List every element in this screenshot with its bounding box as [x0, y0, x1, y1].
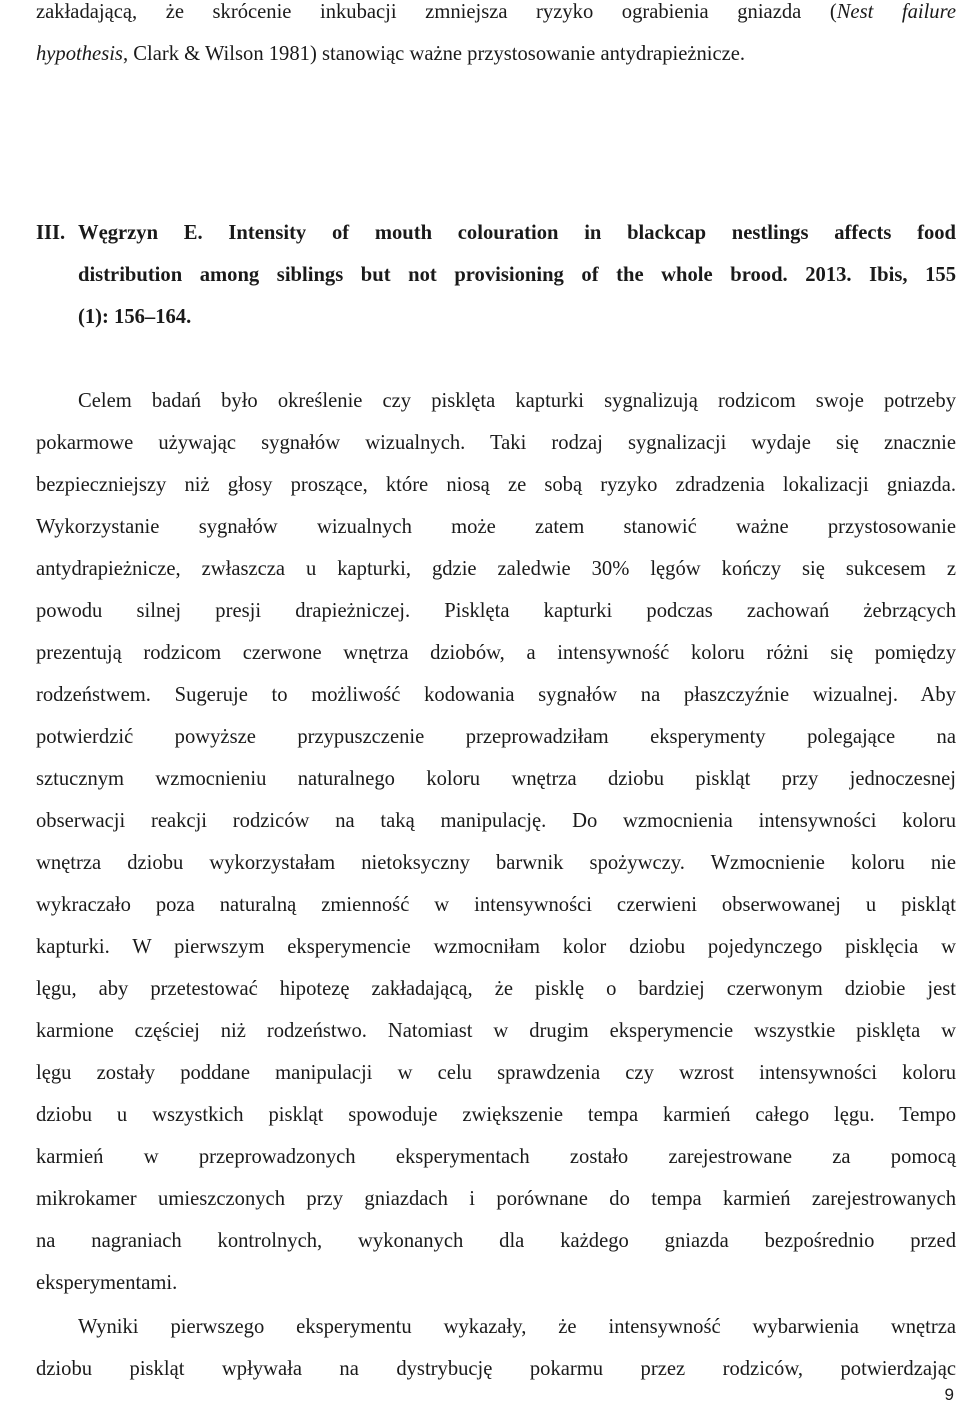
text-line: eksperymentami.	[36, 1272, 178, 1294]
text-line: obserwacji reakcji rodziców na taką manipulację. Do wzmocnienia intensywności koloru	[36, 810, 956, 832]
text-line: prezentują rodzicom czerwone wnętrza dziobów, a intensywność koloru różni się pomiędzy	[36, 642, 956, 664]
text-line: antydrapieżnicze, zwłaszcza u kapturki, gdzie zaledwie 30% lęgów kończy się sukcesem z	[36, 558, 956, 580]
text-line: Wykorzystanie sygnałów wizualnych może zatem stanowić ważne przystosowanie	[36, 516, 956, 538]
text-line: karmione częściej niż rodzeństwo. Natomiast w drugim eksperymencie wszystkie pisklęta w	[36, 1020, 956, 1042]
text-line: wnętrza dziobu wykorzystałam nietoksyczny barwnik spożywczy. Wzmocnienie koloru nie	[36, 852, 956, 874]
text-line: dziobu u wszystkich piskląt spowoduje zwiększenie tempa karmień całego lęgu. Tempo	[36, 1104, 956, 1126]
text-line: kapturki. W pierwszym eksperymencie wzmocniłam kolor dziobu pojedynczego pisklęcia w	[36, 936, 956, 958]
text-line: hypothesis, Clark & Wilson 1981) stanowiąc ważne przystosowanie antydrapieżnicze.	[36, 43, 746, 65]
text-line: lęgu zostały poddane manipulacji w celu sprawdzenia czy wzrost intensywności koloru	[36, 1062, 956, 1084]
text-line: mikrokamer umieszczonych przy gniazdach i porównane do tempa karmień zarejestrowanych	[36, 1188, 956, 1210]
results-paragraph	[36, 1306, 956, 1390]
text-line: powodu silnej presji drapieżniczej. Pisklęta kapturki podczas zachowań żebrzących	[36, 600, 956, 622]
latin-term: Nest failure	[836, 1, 956, 23]
text-line: rodzeństwem. Sugeruje to możliwość kodowania sygnałów na płaszczyźnie wizualnej. Aby	[36, 684, 956, 706]
citation-line: Węgrzyn E. Intensity of mouth colouration in blackcap nestlings affects food	[78, 222, 956, 244]
continued-paragraph	[36, 0, 956, 75]
citation-line: (1): 156–164.	[78, 306, 192, 328]
text-line: dziobu piskląt wpływała na dystrybucję pokarmu przez rodziców, potwierdzając	[36, 1358, 956, 1380]
latin-term: hypothesis	[36, 43, 123, 65]
text-line: potwierdzić powyższe przypuszczenie przeprowadziłam eksperymenty polegające na	[36, 726, 956, 748]
publication-reference	[36, 212, 956, 338]
citation-line: distribution among siblings but not provisioning of the whole brood. 2013. Ibis, 155	[78, 264, 956, 286]
text-line: lęgu, aby przetestować hipotezę zakładającą, że pisklę o bardziej czerwonym dziobie jest	[36, 978, 956, 1000]
text-line: wykraczało poza naturalną zmienność w intensywności czerwieni obserwowanej u piskląt	[36, 894, 956, 916]
text-line: sztucznym wzmocnieniu naturalnego koloru wnętrza dziobu piskląt przy jednoczesnej	[36, 768, 956, 790]
text-line: pokarmowe używając sygnałów wizualnych. Taki rodzaj sygnalizacji wydaje się znacznie	[36, 432, 956, 454]
reference-citation	[78, 212, 956, 338]
text-line: zakładającą, że skrócenie inkubacji zmniejsza ryzyko ograbienia gniazda (Nest failure	[36, 1, 956, 23]
body-paragraph	[36, 380, 956, 1304]
reference-number: III.	[36, 222, 66, 244]
text-line: na nagraniach kontrolnych, wykonanych dla każdego gniazda bezpośrednio przed	[36, 1230, 956, 1252]
page-number: 9	[944, 1385, 954, 1404]
text-line: Celem badań było określenie czy pisklęta kapturki sygnalizują rodzicom swoje potrzeby	[78, 390, 956, 412]
text-line: karmień w przeprowadzonych eksperymentach zostało zarejestrowane za pomocą	[36, 1146, 956, 1168]
text-line: Wyniki pierwszego eksperymentu wykazały, że intensywność wybarwienia wnętrza	[78, 1316, 956, 1338]
text-line: bezpieczniejszy niż głosy proszące, które niosą ze sobą ryzyko zdradzenia lokalizacji gniazda.	[36, 474, 956, 496]
